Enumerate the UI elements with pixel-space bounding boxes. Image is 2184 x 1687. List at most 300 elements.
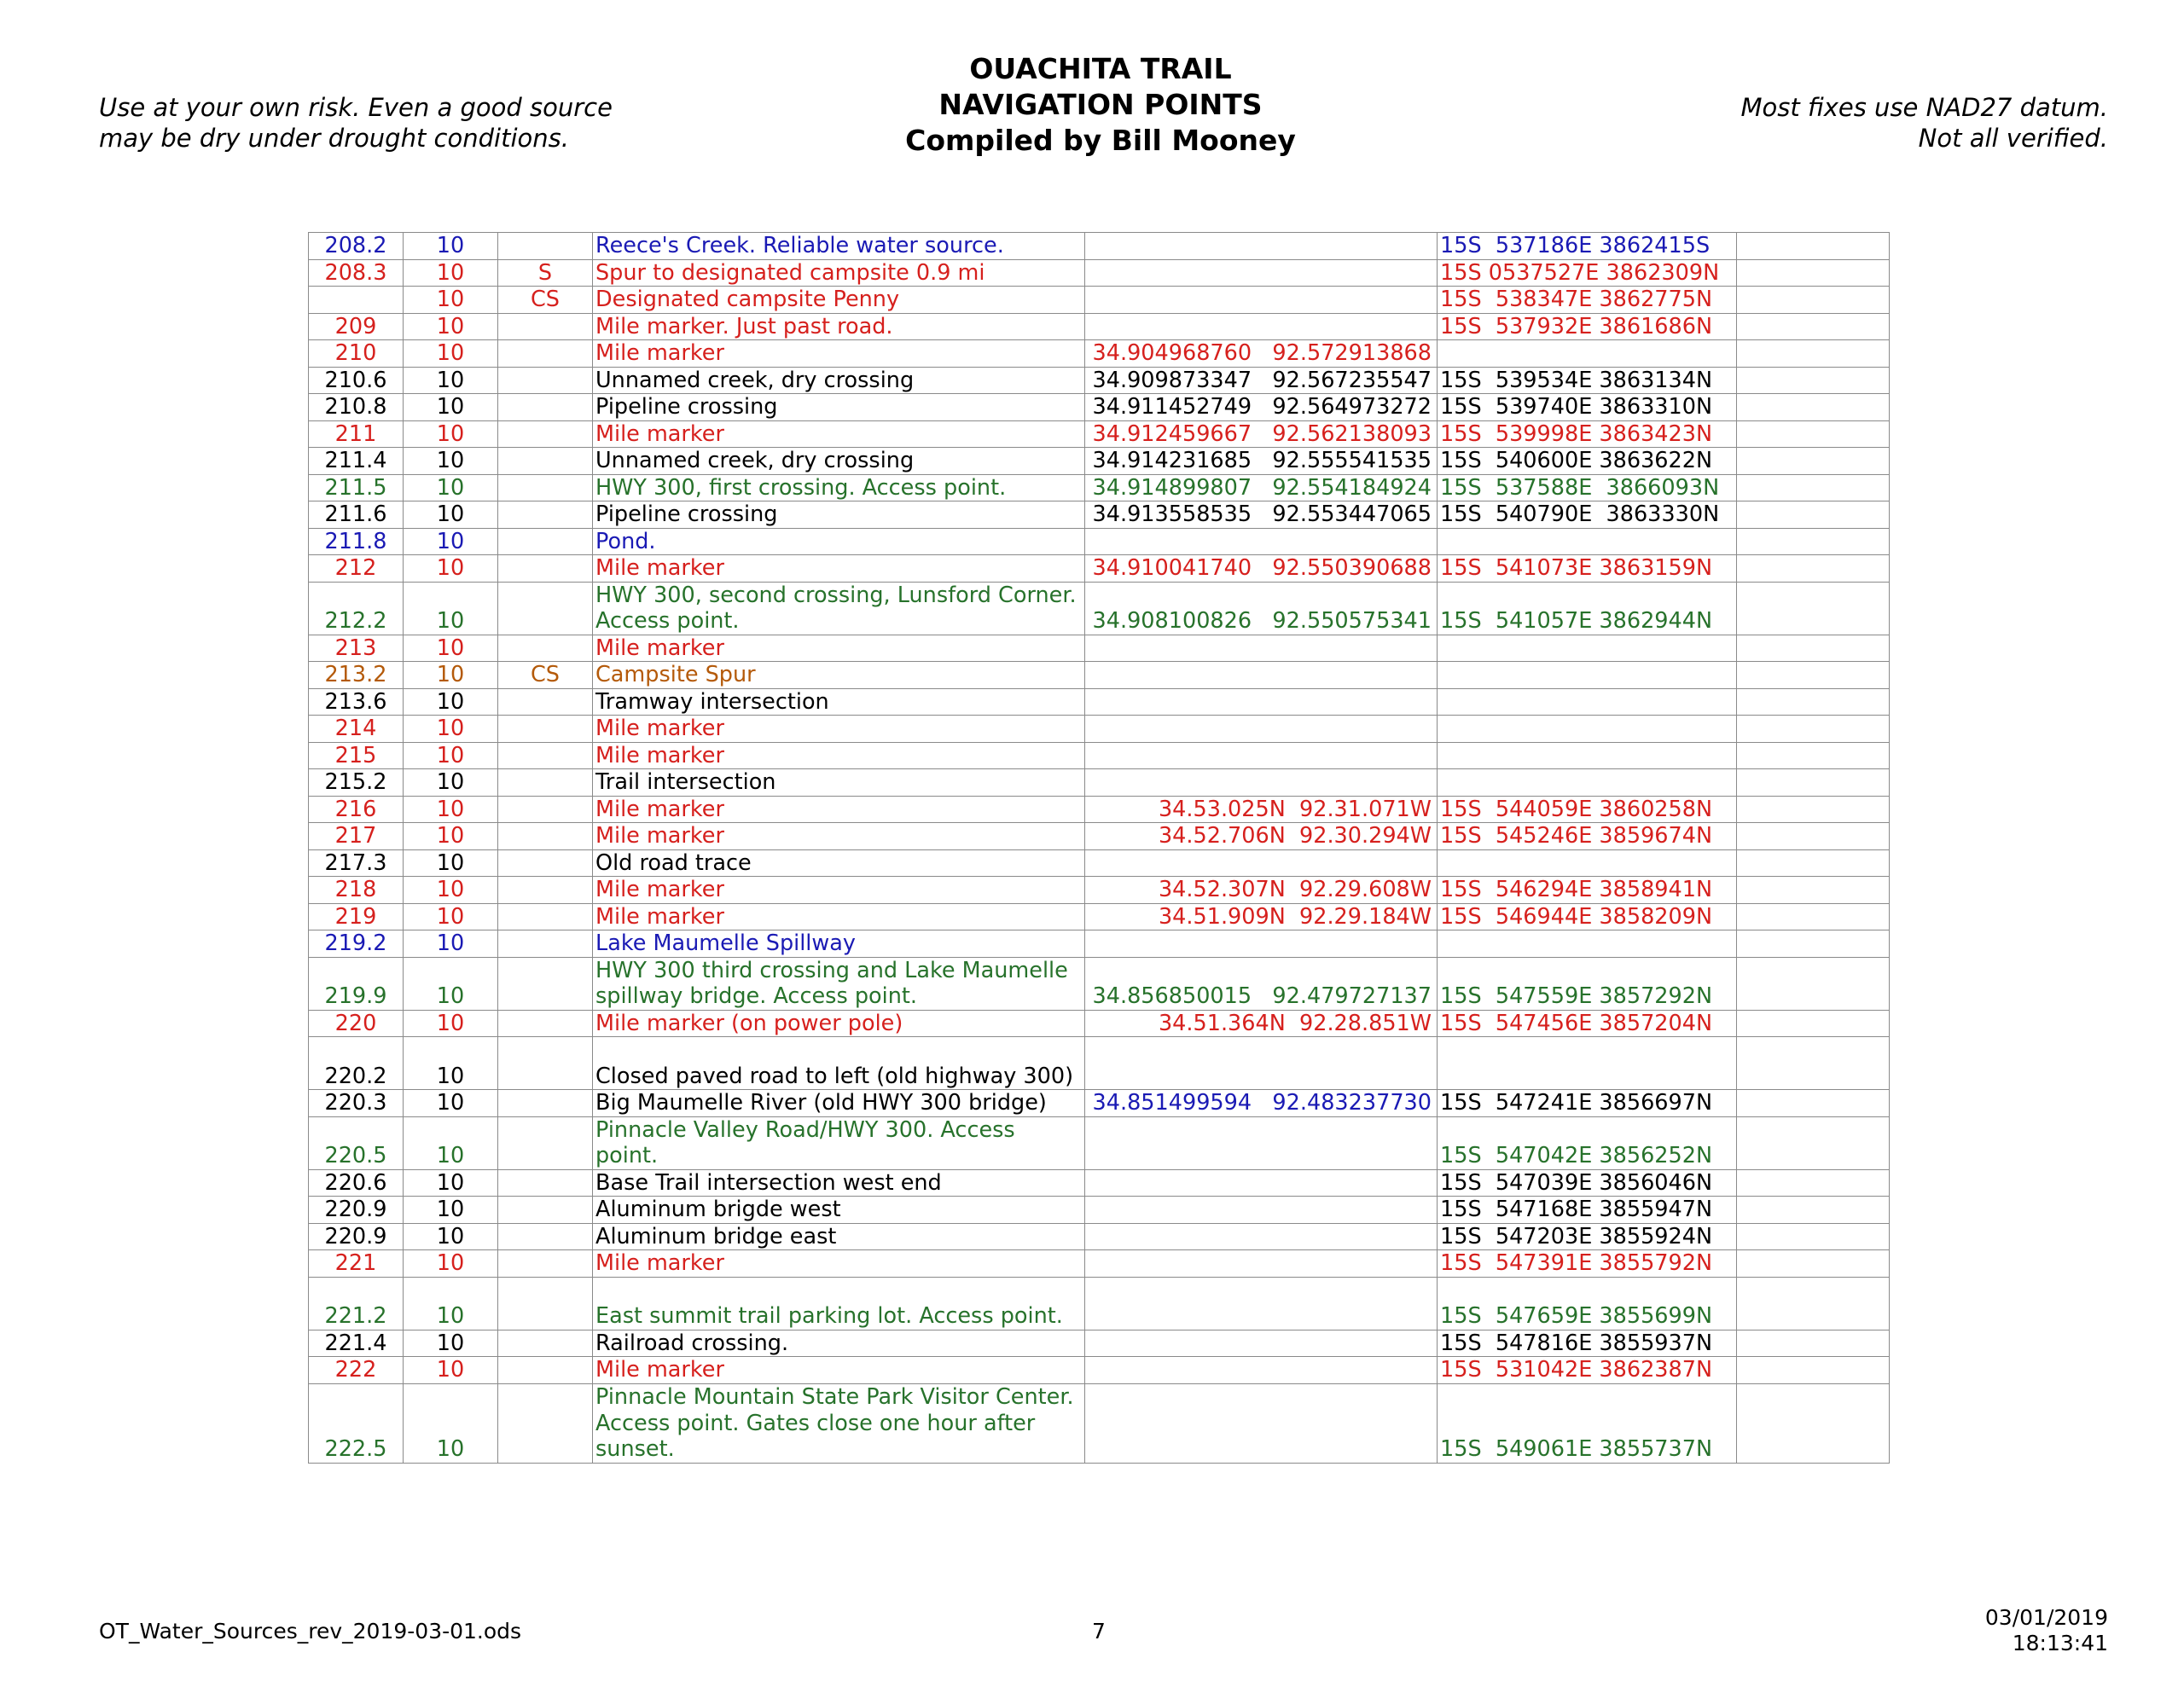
type-cell bbox=[498, 582, 593, 635]
latlon-cell bbox=[1085, 1250, 1438, 1278]
section-cell: 10 bbox=[404, 1197, 498, 1224]
utm-cell: 15S 547391E 3855792N bbox=[1438, 1250, 1737, 1278]
description-cell: Closed paved road to left (old highway 300) bbox=[593, 1037, 1085, 1090]
latlon-cell bbox=[1085, 1197, 1438, 1224]
utm-cell: 15S 549061E 3855737N bbox=[1438, 1383, 1737, 1463]
description-cell: Trail intersection bbox=[593, 769, 1085, 797]
latlon-cell bbox=[1085, 1223, 1438, 1250]
mile-cell: 220.3 bbox=[309, 1090, 404, 1117]
description-cell: Mile marker. Just past road. bbox=[593, 313, 1085, 340]
description-cell: Mile marker bbox=[593, 420, 1085, 448]
empty-cell bbox=[1737, 501, 1890, 529]
description-cell: Tramway intersection bbox=[593, 688, 1085, 716]
table-row bbox=[309, 742, 1890, 769]
section-cell: 10 bbox=[404, 849, 498, 877]
type-cell bbox=[498, 1116, 593, 1169]
type-cell: CS bbox=[498, 662, 593, 689]
mile-cell: 220.6 bbox=[309, 1169, 404, 1197]
type-cell bbox=[498, 688, 593, 716]
utm-cell: 15S 531042E 3862387N bbox=[1438, 1357, 1737, 1384]
latlon-cell bbox=[1085, 1169, 1438, 1197]
table-row bbox=[309, 662, 1890, 689]
empty-cell bbox=[1737, 340, 1890, 368]
latlon-cell: 34.913558535 92.553447065 bbox=[1085, 501, 1438, 529]
latlon-cell: 34.51.909N 92.29.184W bbox=[1085, 903, 1438, 930]
section-cell: 10 bbox=[404, 688, 498, 716]
description-cell: HWY 300, first crossing. Access point. bbox=[593, 474, 1085, 501]
table-row bbox=[309, 823, 1890, 850]
table-row bbox=[309, 233, 1890, 260]
section-cell: 10 bbox=[404, 769, 498, 797]
empty-cell bbox=[1737, 849, 1890, 877]
mile-cell: 213.6 bbox=[309, 688, 404, 716]
mile-cell: 220.9 bbox=[309, 1197, 404, 1224]
mile-cell: 212.2 bbox=[309, 582, 404, 635]
section-cell: 10 bbox=[404, 1090, 498, 1117]
empty-cell bbox=[1737, 1277, 1890, 1330]
empty-cell bbox=[1737, 474, 1890, 501]
mile-cell: 208.2 bbox=[309, 233, 404, 260]
utm-cell: 15S 537588E 3866093N bbox=[1438, 474, 1737, 501]
latlon-cell bbox=[1085, 233, 1438, 260]
latlon-cell bbox=[1085, 742, 1438, 769]
utm-cell: 15S 537186E 3862415S bbox=[1438, 233, 1737, 260]
table-row bbox=[309, 930, 1890, 958]
title-line-2: NAVIGATION POINTS bbox=[938, 88, 1263, 121]
mile-cell: 211.5 bbox=[309, 474, 404, 501]
table-row bbox=[309, 340, 1890, 368]
right-disclaimer-line-1: Most fixes use NAD27 datum. bbox=[1740, 93, 2108, 122]
table-row bbox=[309, 501, 1890, 529]
table-row bbox=[309, 796, 1890, 823]
empty-cell bbox=[1737, 1330, 1890, 1357]
type-cell bbox=[498, 903, 593, 930]
utm-cell bbox=[1438, 340, 1737, 368]
empty-cell bbox=[1737, 1197, 1890, 1224]
type-cell: S bbox=[498, 259, 593, 287]
mile-cell: 209 bbox=[309, 313, 404, 340]
section-cell: 10 bbox=[404, 1357, 498, 1384]
description-cell: Mile marker bbox=[593, 742, 1085, 769]
description-cell: Aluminum bridge east bbox=[593, 1223, 1085, 1250]
description-cell: Big Maumelle River (old HWY 300 bridge) bbox=[593, 1090, 1085, 1117]
mile-cell bbox=[309, 287, 404, 314]
type-cell bbox=[498, 635, 593, 662]
section-cell: 10 bbox=[404, 1277, 498, 1330]
table-row bbox=[309, 769, 1890, 797]
type-cell bbox=[498, 1197, 593, 1224]
mile-cell: 211.8 bbox=[309, 528, 404, 555]
footer-time: 18:13:41 bbox=[2012, 1631, 2108, 1655]
description-cell: HWY 300 third crossing and Lake Maumelle spillway bridge. Access point. bbox=[593, 957, 1085, 1010]
empty-cell bbox=[1737, 1169, 1890, 1197]
latlon-cell bbox=[1085, 1383, 1438, 1463]
section-cell: 10 bbox=[404, 582, 498, 635]
latlon-cell: 34.911452749 92.564973272 bbox=[1085, 394, 1438, 421]
table-row bbox=[309, 448, 1890, 475]
description-cell: Pipeline crossing bbox=[593, 394, 1085, 421]
type-cell bbox=[498, 501, 593, 529]
footer-page-number: 7 bbox=[1092, 1619, 1106, 1644]
type-cell bbox=[498, 1277, 593, 1330]
empty-cell bbox=[1737, 796, 1890, 823]
mile-cell: 217.3 bbox=[309, 849, 404, 877]
section-cell: 10 bbox=[404, 903, 498, 930]
mile-cell: 208.3 bbox=[309, 259, 404, 287]
mile-cell: 219 bbox=[309, 903, 404, 930]
latlon-cell bbox=[1085, 259, 1438, 287]
right-disclaimer-line-2: Not all verified. bbox=[1918, 124, 2108, 153]
utm-cell: 15S 539534E 3863134N bbox=[1438, 367, 1737, 394]
utm-cell: 15S 546944E 3858209N bbox=[1438, 903, 1737, 930]
empty-cell bbox=[1737, 877, 1890, 904]
section-cell: 10 bbox=[404, 394, 498, 421]
table-row bbox=[309, 716, 1890, 743]
utm-cell: 15S 539740E 3863310N bbox=[1438, 394, 1737, 421]
utm-cell bbox=[1438, 1037, 1737, 1090]
table-row bbox=[309, 688, 1890, 716]
table-row bbox=[309, 1383, 1890, 1463]
mile-cell: 211.6 bbox=[309, 501, 404, 529]
empty-cell bbox=[1737, 716, 1890, 743]
utm-cell bbox=[1438, 849, 1737, 877]
type-cell bbox=[498, 233, 593, 260]
table-row bbox=[309, 1169, 1890, 1197]
description-cell: Base Trail intersection west end bbox=[593, 1169, 1085, 1197]
description-cell: Mile marker bbox=[593, 340, 1085, 368]
section-cell: 10 bbox=[404, 313, 498, 340]
type-cell bbox=[498, 823, 593, 850]
type-cell bbox=[498, 474, 593, 501]
type-cell bbox=[498, 877, 593, 904]
empty-cell bbox=[1737, 1090, 1890, 1117]
type-cell bbox=[498, 367, 593, 394]
latlon-cell bbox=[1085, 662, 1438, 689]
latlon-cell bbox=[1085, 1116, 1438, 1169]
utm-cell: 15S 547168E 3855947N bbox=[1438, 1197, 1737, 1224]
mile-cell: 214 bbox=[309, 716, 404, 743]
empty-cell bbox=[1737, 367, 1890, 394]
empty-cell bbox=[1737, 688, 1890, 716]
right-disclaimer bbox=[1741, 92, 2108, 154]
mile-cell: 213.2 bbox=[309, 662, 404, 689]
type-cell bbox=[498, 340, 593, 368]
footer-timestamp bbox=[1985, 1605, 2108, 1656]
table-row bbox=[309, 474, 1890, 501]
description-cell: Lake Maumelle Spillway bbox=[593, 930, 1085, 958]
description-cell: HWY 300, second crossing, Lunsford Corner. Access point. bbox=[593, 582, 1085, 635]
mile-cell: 210.6 bbox=[309, 367, 404, 394]
utm-cell bbox=[1438, 662, 1737, 689]
table-row bbox=[309, 1277, 1890, 1330]
table-row bbox=[309, 394, 1890, 421]
table-row bbox=[309, 1330, 1890, 1357]
description-cell: Designated campsite Penny bbox=[593, 287, 1085, 314]
utm-cell: 15S 540790E 3863330N bbox=[1438, 501, 1737, 529]
type-cell bbox=[498, 1357, 593, 1384]
latlon-cell: 34.912459667 92.562138093 bbox=[1085, 420, 1438, 448]
mile-cell: 221.4 bbox=[309, 1330, 404, 1357]
table-row bbox=[309, 1010, 1890, 1037]
latlon-cell bbox=[1085, 1277, 1438, 1330]
description-cell: Spur to designated campsite 0.9 mi bbox=[593, 259, 1085, 287]
type-cell bbox=[498, 849, 593, 877]
utm-cell: 15S 539998E 3863423N bbox=[1438, 420, 1737, 448]
table-row bbox=[309, 1197, 1890, 1224]
left-disclaimer-line-1: Use at your own risk. Even a good source bbox=[99, 93, 613, 122]
section-cell: 10 bbox=[404, 1250, 498, 1278]
table-row bbox=[309, 1090, 1890, 1117]
latlon-cell: 34.851499594 92.483237730 bbox=[1085, 1090, 1438, 1117]
title-line-1: OUACHITA TRAIL bbox=[969, 52, 1232, 85]
description-cell: Mile marker bbox=[593, 1250, 1085, 1278]
description-cell: Unnamed creek, dry crossing bbox=[593, 367, 1085, 394]
table-row bbox=[309, 1250, 1890, 1278]
type-cell bbox=[498, 1383, 593, 1463]
latlon-cell: 34.52.706N 92.30.294W bbox=[1085, 823, 1438, 850]
latlon-cell: 34.908100826 92.550575341 bbox=[1085, 582, 1438, 635]
utm-cell bbox=[1438, 716, 1737, 743]
section-cell: 10 bbox=[404, 1169, 498, 1197]
empty-cell bbox=[1737, 582, 1890, 635]
empty-cell bbox=[1737, 823, 1890, 850]
table-row bbox=[309, 287, 1890, 314]
utm-cell bbox=[1438, 688, 1737, 716]
type-cell bbox=[498, 1223, 593, 1250]
empty-cell bbox=[1737, 1010, 1890, 1037]
empty-cell bbox=[1737, 1223, 1890, 1250]
table-row bbox=[309, 1037, 1890, 1090]
empty-cell bbox=[1737, 1037, 1890, 1090]
empty-cell bbox=[1737, 1357, 1890, 1384]
mile-cell: 219.2 bbox=[309, 930, 404, 958]
section-cell: 10 bbox=[404, 930, 498, 958]
table-row bbox=[309, 1116, 1890, 1169]
empty-cell bbox=[1737, 903, 1890, 930]
mile-cell: 219.9 bbox=[309, 957, 404, 1010]
utm-cell: 15S 538347E 3862775N bbox=[1438, 287, 1737, 314]
mile-cell: 210 bbox=[309, 340, 404, 368]
section-cell: 10 bbox=[404, 1116, 498, 1169]
mile-cell: 217 bbox=[309, 823, 404, 850]
description-cell: East summit trail parking lot. Access point. bbox=[593, 1277, 1085, 1330]
type-cell bbox=[498, 528, 593, 555]
table-row bbox=[309, 1223, 1890, 1250]
type-cell: CS bbox=[498, 287, 593, 314]
latlon-cell: 34.910041740 92.550390688 bbox=[1085, 555, 1438, 583]
utm-cell: 15S 545246E 3859674N bbox=[1438, 823, 1737, 850]
type-cell bbox=[498, 394, 593, 421]
empty-cell bbox=[1737, 528, 1890, 555]
latlon-cell: 34.51.364N 92.28.851W bbox=[1085, 1010, 1438, 1037]
utm-cell: 15S 547559E 3857292N bbox=[1438, 957, 1737, 1010]
section-cell: 10 bbox=[404, 340, 498, 368]
utm-cell bbox=[1438, 635, 1737, 662]
empty-cell bbox=[1737, 957, 1890, 1010]
section-cell: 10 bbox=[404, 635, 498, 662]
type-cell bbox=[498, 930, 593, 958]
utm-cell: 15S 544059E 3860258N bbox=[1438, 796, 1737, 823]
empty-cell bbox=[1737, 1383, 1890, 1463]
section-cell: 10 bbox=[404, 1037, 498, 1090]
latlon-cell: 34.904968760 92.572913868 bbox=[1085, 340, 1438, 368]
empty-cell bbox=[1737, 930, 1890, 958]
section-cell: 10 bbox=[404, 528, 498, 555]
mile-cell: 220.5 bbox=[309, 1116, 404, 1169]
description-cell: Mile marker bbox=[593, 1357, 1085, 1384]
empty-cell bbox=[1737, 420, 1890, 448]
latlon-cell bbox=[1085, 930, 1438, 958]
footer-filename: OT_Water_Sources_rev_2019-03-01.ods bbox=[99, 1619, 522, 1644]
section-cell: 10 bbox=[404, 474, 498, 501]
description-cell: Pond. bbox=[593, 528, 1085, 555]
mile-cell: 220 bbox=[309, 1010, 404, 1037]
section-cell: 10 bbox=[404, 501, 498, 529]
mile-cell: 215.2 bbox=[309, 769, 404, 797]
description-cell: Campsite Spur bbox=[593, 662, 1085, 689]
utm-cell: 15S 547241E 3856697N bbox=[1438, 1090, 1737, 1117]
section-cell: 10 bbox=[404, 1010, 498, 1037]
table-row bbox=[309, 903, 1890, 930]
description-cell: Mile marker bbox=[593, 903, 1085, 930]
description-cell: Mile marker (on power pole) bbox=[593, 1010, 1085, 1037]
description-cell: Mile marker bbox=[593, 877, 1085, 904]
utm-cell: 15S 541073E 3863159N bbox=[1438, 555, 1737, 583]
description-cell: Mile marker bbox=[593, 716, 1085, 743]
footer-date: 03/01/2019 bbox=[1984, 1605, 2108, 1630]
description-cell: Mile marker bbox=[593, 555, 1085, 583]
mile-cell: 220.2 bbox=[309, 1037, 404, 1090]
mile-cell: 221 bbox=[309, 1250, 404, 1278]
latlon-cell bbox=[1085, 1037, 1438, 1090]
section-cell: 10 bbox=[404, 259, 498, 287]
section-cell: 10 bbox=[404, 823, 498, 850]
table-row bbox=[309, 367, 1890, 394]
type-cell bbox=[498, 1250, 593, 1278]
table-row bbox=[309, 877, 1890, 904]
description-cell: Pinnacle Mountain State Park Visitor Center. Access point. Gates close one hour after sunset. bbox=[593, 1383, 1085, 1463]
section-cell: 10 bbox=[404, 1383, 498, 1463]
mile-cell: 211.4 bbox=[309, 448, 404, 475]
type-cell bbox=[498, 957, 593, 1010]
latlon-cell bbox=[1085, 688, 1438, 716]
description-cell: Reece's Creek. Reliable water source. bbox=[593, 233, 1085, 260]
section-cell: 10 bbox=[404, 1330, 498, 1357]
description-cell: Aluminum brigde west bbox=[593, 1197, 1085, 1224]
latlon-cell: 34.52.307N 92.29.608W bbox=[1085, 877, 1438, 904]
description-cell: Unnamed creek, dry crossing bbox=[593, 448, 1085, 475]
empty-cell bbox=[1737, 287, 1890, 314]
mile-cell: 211 bbox=[309, 420, 404, 448]
table-row bbox=[309, 259, 1890, 287]
table-row bbox=[309, 420, 1890, 448]
title-line-3: Compiled by Bill Mooney bbox=[905, 124, 1296, 157]
type-cell bbox=[498, 769, 593, 797]
description-cell: Pinnacle Valley Road/HWY 300. Access point. bbox=[593, 1116, 1085, 1169]
empty-cell bbox=[1737, 233, 1890, 260]
empty-cell bbox=[1737, 448, 1890, 475]
table-row bbox=[309, 313, 1890, 340]
utm-cell bbox=[1438, 528, 1737, 555]
empty-cell bbox=[1737, 394, 1890, 421]
empty-cell bbox=[1737, 313, 1890, 340]
utm-cell: 15S 547042E 3856252N bbox=[1438, 1116, 1737, 1169]
description-cell: Railroad crossing. bbox=[593, 1330, 1085, 1357]
latlon-cell: 34.914231685 92.555541535 bbox=[1085, 448, 1438, 475]
latlon-cell: 34.909873347 92.567235547 bbox=[1085, 367, 1438, 394]
type-cell bbox=[498, 420, 593, 448]
mile-cell: 220.9 bbox=[309, 1223, 404, 1250]
latlon-cell: 34.914899807 92.554184924 bbox=[1085, 474, 1438, 501]
latlon-cell bbox=[1085, 769, 1438, 797]
latlon-cell bbox=[1085, 635, 1438, 662]
type-cell bbox=[498, 313, 593, 340]
latlon-cell bbox=[1085, 528, 1438, 555]
type-cell bbox=[498, 1010, 593, 1037]
left-disclaimer bbox=[99, 92, 613, 154]
empty-cell bbox=[1737, 1116, 1890, 1169]
utm-cell bbox=[1438, 769, 1737, 797]
utm-cell: 15S 547659E 3855699N bbox=[1438, 1277, 1737, 1330]
description-cell: Mile marker bbox=[593, 635, 1085, 662]
empty-cell bbox=[1737, 1250, 1890, 1278]
utm-cell: 15S 0537527E 3862309N bbox=[1438, 259, 1737, 287]
section-cell: 10 bbox=[404, 448, 498, 475]
table-row bbox=[309, 635, 1890, 662]
section-cell: 10 bbox=[404, 662, 498, 689]
latlon-cell: 34.53.025N 92.31.071W bbox=[1085, 796, 1438, 823]
utm-cell: 15S 547456E 3857204N bbox=[1438, 1010, 1737, 1037]
utm-cell: 15S 547816E 3855937N bbox=[1438, 1330, 1737, 1357]
table-row bbox=[309, 1357, 1890, 1384]
empty-cell bbox=[1737, 742, 1890, 769]
type-cell bbox=[498, 555, 593, 583]
mile-cell: 210.8 bbox=[309, 394, 404, 421]
mile-cell: 218 bbox=[309, 877, 404, 904]
empty-cell bbox=[1737, 635, 1890, 662]
type-cell bbox=[498, 796, 593, 823]
utm-cell: 15S 537932E 3861686N bbox=[1438, 313, 1737, 340]
section-cell: 10 bbox=[404, 233, 498, 260]
type-cell bbox=[498, 1330, 593, 1357]
section-cell: 10 bbox=[404, 716, 498, 743]
latlon-cell bbox=[1085, 716, 1438, 743]
latlon-cell bbox=[1085, 849, 1438, 877]
utm-cell bbox=[1438, 742, 1737, 769]
section-cell: 10 bbox=[404, 742, 498, 769]
utm-cell bbox=[1438, 930, 1737, 958]
latlon-cell bbox=[1085, 1330, 1438, 1357]
mile-cell: 222.5 bbox=[309, 1383, 404, 1463]
type-cell bbox=[498, 448, 593, 475]
mile-cell: 215 bbox=[309, 742, 404, 769]
empty-cell bbox=[1737, 259, 1890, 287]
utm-cell: 15S 546294E 3858941N bbox=[1438, 877, 1737, 904]
left-disclaimer-line-2: may be dry under drought conditions. bbox=[99, 124, 569, 153]
section-cell: 10 bbox=[404, 877, 498, 904]
section-cell: 10 bbox=[404, 287, 498, 314]
mile-cell: 213 bbox=[309, 635, 404, 662]
section-cell: 10 bbox=[404, 1223, 498, 1250]
section-cell: 10 bbox=[404, 796, 498, 823]
utm-cell: 15S 547039E 3856046N bbox=[1438, 1169, 1737, 1197]
document-title bbox=[751, 51, 1450, 159]
empty-cell bbox=[1737, 662, 1890, 689]
section-cell: 10 bbox=[404, 420, 498, 448]
empty-cell bbox=[1737, 555, 1890, 583]
table-row bbox=[309, 528, 1890, 555]
section-cell: 10 bbox=[404, 555, 498, 583]
